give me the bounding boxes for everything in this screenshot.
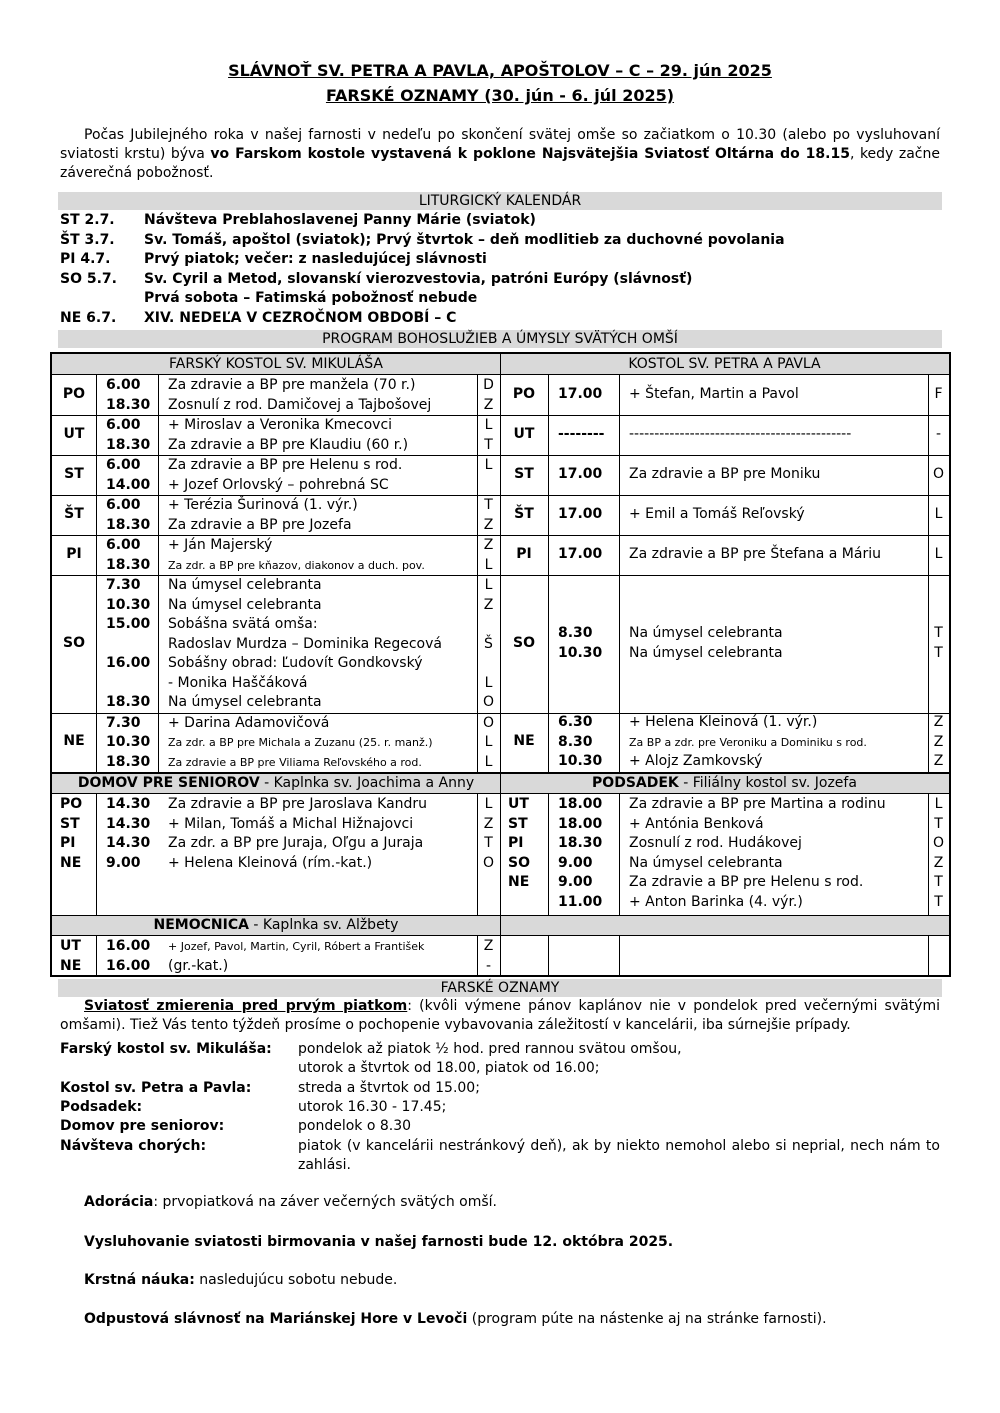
place-times: pondelok o 8.30 <box>298 1118 412 1134</box>
priest-code: L <box>484 674 493 691</box>
mass-intention: Za zdr. a BP pre kňazov, diakonov a duch. pov. <box>168 558 425 572</box>
column-line <box>96 375 97 773</box>
day-label: SO <box>508 854 530 871</box>
mass-intention: Za zdr. a BP pre Michala a Zuzanu (25. r. manž.) <box>168 736 433 749</box>
mass-intention: Za zdr. a BP pre Juraja, Oľgu a Juraja <box>168 835 424 851</box>
day-label: NE <box>508 874 530 890</box>
mass-time: 15.00 <box>106 616 151 632</box>
calendar-text: Prvá sobota – Fatimská pobožnosť nebude <box>144 290 478 307</box>
section-podsadek-bold: PODSADEK <box>592 775 679 791</box>
mass-intention: Za zdravie a BP pre Martina a rodinu <box>629 796 886 812</box>
priest-code: O <box>482 714 495 731</box>
priest-code: L <box>484 577 493 593</box>
priest-code: T <box>934 815 943 832</box>
section-hospital-bold: NEMOCNICA <box>153 917 249 933</box>
mass-time: 18.30 <box>106 753 151 770</box>
calendar-heading: LITURGICKÝ KALENDÁR <box>58 192 942 210</box>
mass-intention: + Anton Barinka (4. výr.) <box>629 893 803 910</box>
page-subtitle: FARSKÉ OZNAMY (30. jún - 6. júl 2025) <box>325 86 675 105</box>
column-line <box>96 794 97 915</box>
priest-code: - <box>935 426 942 442</box>
calendar-text: Sv. Cyril a Metod, slovanskí vierozvestovia, patróni Európy (slávnosť) <box>144 270 693 287</box>
priest-code: Z <box>933 753 944 769</box>
mass-time: 18.30 <box>558 835 603 851</box>
confirmation-note <box>84 1233 673 1252</box>
intro-text-end: , kedy začne záverečná pobožnosť. <box>60 146 940 181</box>
day-label: ST <box>508 815 528 832</box>
mass-intention: + Miroslav a Veronika Kmecovci <box>168 417 393 433</box>
pilgrimage-text: (program púte na nástenke aj na stránke farnosti). <box>467 1311 827 1327</box>
column-line <box>548 794 549 915</box>
confirmation-text: Vysluhovanie sviatosti birmovania v našej farnosti bude 12. októbra 2025. <box>84 1234 674 1250</box>
mass-intention: Zosnulí z rod. Damičovej a Tajbošovej <box>168 396 432 413</box>
mass-intention: + Jozef, Pavol, Martin, Cyril, Róbert a František <box>168 940 425 953</box>
section-divider <box>52 915 949 916</box>
intro-paragraph <box>60 126 940 183</box>
mass-intention: Na úmysel celebranta <box>629 625 783 642</box>
program-heading: PROGRAM BOHOSLUŽIEB A ÚMYSLY SVÄTÝCH OMŠÍ <box>58 330 942 348</box>
column-line <box>548 375 549 773</box>
intro-text: Počas Jubilejného roka v našej farnosti v nedeľu po skončení svätej omše so začiatkom o 10.30 (alebo po vysluhovaní sviatosti krstu) býva <box>60 127 940 162</box>
day-label: UT <box>508 796 529 812</box>
section-empty <box>500 915 949 936</box>
section-seniors-bold: DOMOV PRE SENIOROV <box>77 775 260 791</box>
baptism-note <box>84 1271 397 1290</box>
mass-time: 17.00 <box>558 386 603 402</box>
day-label: SO <box>513 634 535 651</box>
priest-code: T <box>934 893 943 910</box>
column-line <box>96 936 97 977</box>
mass-intention: + Helena Kleinová (rím.-kat.) <box>168 854 373 871</box>
column-line <box>928 375 929 773</box>
calendar-row <box>60 250 940 269</box>
section-hospital <box>52 915 500 936</box>
mass-intention: Sobášny obrad: Ľudovít Gondkovský <box>168 655 423 671</box>
priest-code: O <box>482 854 495 871</box>
mass-intention: Za zdravie a BP pre Moniku <box>629 466 821 482</box>
place-times: pondelok až piatok ½ hod. pred rannou svätou omšou, <box>298 1041 682 1057</box>
mass-intention: Za zdravie a BP pre Helenu s rod. <box>168 457 403 473</box>
day-label: UT <box>513 426 535 442</box>
mass-intention: + Štefan, Martin a Pavol <box>629 386 799 402</box>
column-line <box>477 375 478 773</box>
priest-code: L <box>484 417 493 433</box>
priest-code: O <box>932 835 945 851</box>
mass-intention: - Monika Haščáková <box>168 674 308 691</box>
priest-code: L <box>484 753 493 770</box>
baptism-text: nasledujúcu sobotu nebude. <box>194 1272 398 1288</box>
mass-time: 14.30 <box>106 815 151 832</box>
section-podsadek <box>500 773 949 794</box>
mass-intention: Za zdravie a BP pre Klaudiu (60 r.) <box>168 436 409 453</box>
mass-time: 8.30 <box>558 733 593 750</box>
mass-intention: (gr.-kat.) <box>168 957 229 974</box>
mass-intention: Na úmysel celebranta <box>168 596 322 613</box>
intro-bold-text: vo Farskom kostole vystavená k poklone Najsvätejšia Sviatosť Oltárna do 18.15 <box>210 146 850 162</box>
place-label: Domov pre seniorov: <box>60 1118 225 1134</box>
pilgrimage-note <box>84 1310 827 1329</box>
calendar-date: ŠT 3.7. <box>60 231 115 248</box>
adoration-note <box>84 1193 497 1212</box>
mass-intention: Za BP a zdr. pre Veroniku a Dominiku s rod. <box>629 735 867 749</box>
calendar-date: SO 5.7. <box>60 270 117 287</box>
mass-time: 17.00 <box>558 546 603 562</box>
priest-code: Z <box>483 938 494 954</box>
mass-intention: Na úmysel celebranta <box>629 854 783 871</box>
day-label: PO <box>512 386 536 402</box>
mass-intention: Na úmysel celebranta <box>168 694 322 710</box>
priest-code: T <box>934 874 943 890</box>
mass-time: 17.00 <box>558 506 603 522</box>
mass-time: 6.00 <box>106 457 141 473</box>
place-label: Farský kostol sv. Mikuláša: <box>60 1041 272 1057</box>
section-farsky-kostol: FARSKÝ KOSTOL SV. MIKULÁŠA <box>52 354 500 375</box>
mass-intention: + Antónia Benková <box>629 815 764 832</box>
column-line <box>928 936 929 977</box>
adoration-text: : prvopiatková na záver večerných svätých omší. <box>153 1194 497 1210</box>
mass-time: 7.30 <box>106 577 141 593</box>
priest-code: Z <box>933 733 944 750</box>
day-label: ST <box>514 466 534 482</box>
mass-time: 18.30 <box>106 396 151 413</box>
priest-code: L <box>934 546 943 562</box>
mass-intention: + Emil a Tomáš Reľovský <box>629 506 805 522</box>
mass-intention: + Darina Adamovičová <box>168 714 330 731</box>
priest-code: Z <box>483 396 494 413</box>
calendar-row <box>60 289 940 308</box>
mass-intention: + Helena Kleinová (1. výr.) <box>629 714 818 730</box>
mass-time: 7.30 <box>106 714 141 731</box>
mass-time: 6.00 <box>106 377 141 393</box>
calendar-row <box>60 270 940 289</box>
day-label: ST <box>64 466 84 482</box>
mass-intention: + Terézia Šurinová (1. výr.) <box>168 497 358 513</box>
day-label: PO <box>62 386 86 402</box>
confession-paragraph <box>60 997 940 1035</box>
priest-code: Z <box>933 714 944 730</box>
mass-time: 10.30 <box>558 753 603 769</box>
pilgrimage-label: Odpustová slávnosť na Mariánskej Hore v Levoči <box>84 1311 468 1327</box>
priest-code: L <box>934 796 943 812</box>
priest-code: - <box>485 957 492 974</box>
mass-time: 17.00 <box>558 466 603 482</box>
priest-code: Z <box>933 854 944 871</box>
priest-code: L <box>934 506 943 522</box>
mass-time: 18.30 <box>106 694 151 710</box>
priest-code: Z <box>483 516 494 533</box>
adoration-label: Adorácia <box>84 1194 154 1210</box>
priest-code: F <box>934 386 943 402</box>
priest-code: Š <box>484 635 493 652</box>
place-times: utorok a štvrtok od 18.00, piatok od 16.00; <box>298 1060 600 1076</box>
day-label: UT <box>60 938 81 954</box>
priest-code: Z <box>483 815 494 832</box>
place-times: piatok (v kancelárii nestránkový deň), ak by niekto nemohol alebo si neprial, nech nám to zahlási. <box>298 1138 940 1173</box>
day-label: NE <box>63 733 85 750</box>
mass-time: 10.30 <box>106 596 151 613</box>
place-label: Kostol sv. Petra a Pavla: <box>60 1080 252 1096</box>
day-label: ŠT <box>64 506 84 522</box>
mass-time: 16.00 <box>106 655 151 671</box>
baptism-label: Krstná náuka: <box>84 1272 195 1288</box>
priest-code: L <box>484 457 493 473</box>
day-label: NE <box>60 854 82 871</box>
mass-intention: Za zdravie a BP pre Štefana a Máriu <box>629 546 881 562</box>
day-label: NE <box>513 733 535 750</box>
mass-time: 6.00 <box>106 537 141 553</box>
confession-title: Sviatosť zmierenia pred prvým piatkom <box>84 998 408 1014</box>
priest-code: Z <box>483 596 494 613</box>
priest-code: L <box>484 796 493 812</box>
mass-time: 6.30 <box>558 714 593 730</box>
priest-code: T <box>934 625 943 642</box>
mass-time: 18.00 <box>558 815 603 832</box>
column-line <box>477 794 478 915</box>
priest-code: T <box>484 835 493 851</box>
mass-intention: Za zdravie a BP pre Jozefa <box>168 516 352 533</box>
center-divider <box>500 354 501 977</box>
day-label: PO <box>60 796 83 812</box>
column-line <box>548 936 549 977</box>
mass-intention: + Milan, Tomáš a Michal Hižnajovci <box>168 815 414 832</box>
announcements-heading: FARSKÉ OZNAMY <box>58 979 942 997</box>
mass-intention: Na úmysel celebranta <box>629 644 783 661</box>
calendar-text: Sv. Tomáš, apoštol (sviatok); Prvý štvrtok – deň modlitieb za duchovné povolania <box>144 231 785 248</box>
mass-time: 18.30 <box>106 436 151 453</box>
mass-time: 18.30 <box>106 556 151 573</box>
mass-intention: Sobášna svätá omša: <box>168 616 318 632</box>
section-seniors <box>52 773 500 794</box>
day-label: PI <box>508 835 524 851</box>
place-times: streda a štvrtok od 15.00; <box>298 1080 480 1096</box>
mass-intention: Za zdravie a BP pre Helenu s rod. <box>629 874 864 890</box>
place-label: Podsadek: <box>60 1099 143 1115</box>
priest-code: L <box>484 556 493 573</box>
mass-time: 6.00 <box>106 417 141 433</box>
mass-intention: -------------------------------------------- <box>629 426 852 442</box>
mass-intention: Zosnulí z rod. Hudákovej <box>629 835 802 851</box>
section-seniors-rest: - Kaplnka sv. Joachima a Anny <box>259 775 475 791</box>
section-petra-pavla: KOSTOL SV. PETRA A PAVLA <box>500 354 949 375</box>
day-label: PI <box>516 546 532 562</box>
priest-code: T <box>484 497 493 513</box>
priest-code: O <box>932 466 945 482</box>
section-hospital-rest: - Kaplnka sv. Alžbety <box>248 917 399 933</box>
mass-time: 9.00 <box>558 854 593 871</box>
mass-intention: + Alojz Zamkovský <box>629 753 763 769</box>
mass-intention: Za zdravie a BP pre Viliama Reľovského a rod. <box>168 755 422 769</box>
mass-time: 6.00 <box>106 497 141 513</box>
mass-time: 10.30 <box>106 734 151 750</box>
mass-intention: Radoslav Murdza – Dominika Regecová <box>168 635 442 652</box>
mass-intention: + Jozef Orlovský – pohrebná SC <box>168 476 389 493</box>
mass-time: 11.00 <box>558 893 603 910</box>
priest-code: L <box>484 734 493 750</box>
day-label: SO <box>63 634 85 651</box>
section-divider <box>52 773 949 774</box>
column-line <box>619 375 620 773</box>
mass-time: 10.30 <box>558 644 603 661</box>
calendar-date: ST 2.7. <box>60 212 115 228</box>
column-line <box>619 936 620 977</box>
calendar-text: XIV. NEDEĽA V CEZROČNOM OBDOBÍ – C <box>144 310 457 326</box>
column-line <box>619 794 620 915</box>
place-label: Návšteva chorých: <box>60 1138 207 1154</box>
mass-time: 14.30 <box>106 796 151 812</box>
day-label: ST <box>60 815 80 832</box>
priest-code: T <box>934 644 943 661</box>
priest-code: D <box>483 377 494 393</box>
mass-time: 8.30 <box>558 625 593 642</box>
mass-time: 16.00 <box>106 938 151 954</box>
calendar-row <box>60 309 940 328</box>
day-label: PI <box>60 835 76 851</box>
mass-schedule-table <box>50 352 951 977</box>
mass-time: 14.00 <box>106 476 151 493</box>
section-podsadek-rest: - Filiálny kostol sv. Jozefa <box>678 775 857 791</box>
priest-code: O <box>482 694 495 710</box>
mass-time: 18.00 <box>558 796 603 812</box>
calendar-row <box>60 231 940 250</box>
day-label: ŠT <box>514 506 534 522</box>
day-label: PI <box>66 546 82 562</box>
calendar-date: PI 4.7. <box>60 251 111 268</box>
mass-time: 16.00 <box>106 957 151 974</box>
day-label: UT <box>63 426 85 442</box>
mass-intention: Za zdravie a BP pre manžela (70 r.) <box>168 377 416 393</box>
mass-intention: Na úmysel celebranta <box>168 577 322 593</box>
mass-time: 9.00 <box>558 874 593 890</box>
column-line <box>928 794 929 915</box>
place-times: utorok 16.30 - 17.45; <box>298 1099 447 1115</box>
mass-time: 18.30 <box>106 516 151 533</box>
calendar-row <box>60 211 940 230</box>
mass-intention: + Ján Majerský <box>168 537 273 553</box>
calendar-text: Prvý piatok; večer: z nasledujúcej slávnosti <box>144 251 487 268</box>
confession-text: : (kvôli výmene pánov kaplánov nie v pondelok pred večernými svätými omšami). Tiež Vás tento týždeň prosíme o pochopenie vybavovania záležitostí v kancelárii, iba súrnejšie prípady. <box>60 998 940 1033</box>
calendar-date: NE 6.7. <box>60 310 117 326</box>
day-label: NE <box>60 957 82 974</box>
calendar-text: Návšteva Preblahoslavenej Panny Márie (sviatok) <box>144 212 536 228</box>
column-line <box>477 936 478 977</box>
mass-time: -------- <box>558 426 605 442</box>
mass-time: 9.00 <box>106 854 141 871</box>
mass-time: 14.30 <box>106 835 151 851</box>
page-title: SLÁVNOŤ SV. PETRA A PAVLA, APOŠTOLOV – C – 29. jún 2025 <box>228 61 772 80</box>
column-line <box>158 375 159 773</box>
priest-code: Z <box>483 537 494 553</box>
priest-code: T <box>484 436 493 453</box>
mass-intention: Za zdravie a BP pre Jaroslava Kandru <box>168 796 428 812</box>
